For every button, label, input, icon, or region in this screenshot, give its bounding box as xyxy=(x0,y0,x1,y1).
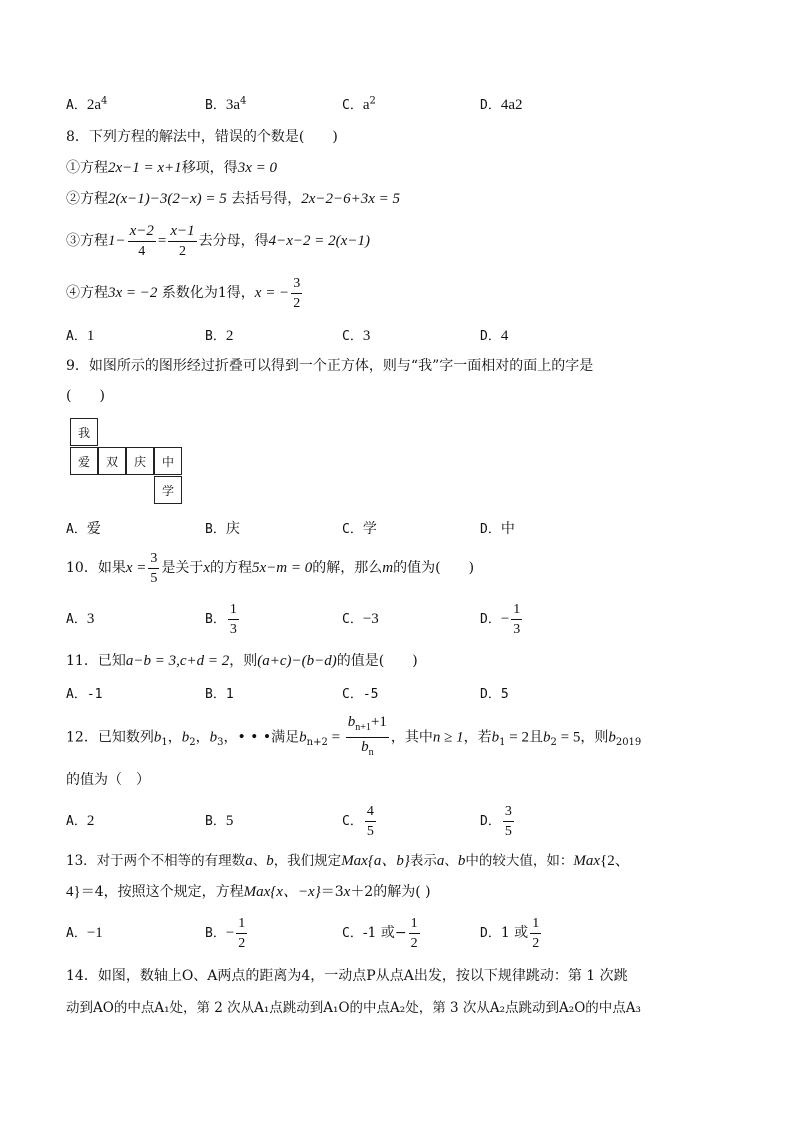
fraction: $\frac{3}{2}$ xyxy=(293,275,301,311)
q9-option-b: B．庆 xyxy=(205,521,240,537)
q8-stem: 8．下列方程的解法中，错误的个数是( ) xyxy=(66,129,338,145)
fraction: $\frac{1}{2}$ xyxy=(238,915,246,951)
q12-stem-line2: 的值为（ ） xyxy=(66,772,150,788)
fraction: $\frac{1}{3}$ xyxy=(229,601,237,637)
fraction: $\frac{x-1}{2}$ xyxy=(170,222,195,259)
net-cell-qing: 庆 xyxy=(126,447,154,475)
q10-options xyxy=(66,600,626,640)
q11-option-d: D．5 xyxy=(480,687,509,702)
q13-options xyxy=(66,914,626,954)
q13-stem-line1: 13．对于两个不相等的有理数a、b，我们规定Max{a、b}表示a、b中的较大值，如：Max{2、 xyxy=(66,853,630,869)
q11-option-b: B．1 xyxy=(205,687,234,702)
q12-option-a: A．2 xyxy=(66,813,95,829)
q13-option-b: B．− $\frac{1}{2}$ xyxy=(205,915,246,951)
q10-option-d: D．− $\frac{1}{3}$ xyxy=(480,601,521,637)
q10-option-a: A．3 xyxy=(66,611,95,627)
q14-stem-line2: 动到AO的中点A₁处，第 2 次从A₁点跳动到A₁O的中点A₂处，第 3 次从A₂点跳动到A₂O的中点A₃ xyxy=(66,1000,641,1016)
q12-option-d: D． $\frac{3}{5}$ xyxy=(480,803,512,839)
q8-option-a: A．1 xyxy=(66,328,95,344)
q11-option-a: A．-1 xyxy=(66,687,103,702)
q13-option-d: D．1 或 $\frac{1}{2}$ xyxy=(480,915,540,951)
q8-item-4: ④方程3x = −2 系数化为1得，x = − $\frac{3}{2}$ xyxy=(66,275,301,311)
fraction: $\frac{1}{2}$ xyxy=(532,915,540,951)
fraction: $\frac{3}{5}$ xyxy=(504,803,512,839)
q12-options xyxy=(66,802,626,842)
fraction: $\frac{1}{3}$ xyxy=(513,601,521,637)
q11-stem: 11．已知a−b = 3,c+d = 2，则(a+c)−(b−d)的值是( ) xyxy=(66,653,418,669)
q7-option-a: A．$2a^4$ xyxy=(66,95,108,113)
q12-stem: 12．已知数列$b_1$，$b_2$，$b_3$，• • •满足$b_{n+2}$ = $\frac{b_{n+1}+1}{b_n}$ ，其中n ≥ 1，若$b_1 = 2$且$b_2 = 5$，则$b_{2019}$ xyxy=(66,714,641,765)
fraction: $\frac{x-2}{4}$ xyxy=(129,222,154,259)
cube-net-figure xyxy=(70,418,190,508)
q8-item-2: ②方程2(x−1)−3(2−x) = 5 去括号得，2x−2−6+3x = 5 xyxy=(66,191,401,207)
q7-option-d: D．4a2 xyxy=(480,97,523,113)
q13-option-a: A．−1 xyxy=(66,925,103,941)
q8-item-1: ①方程2x−1 = x+1移项，得3x = 0 xyxy=(66,160,277,176)
q7-option-b: B．$3a^4$ xyxy=(205,95,247,113)
fraction: $\frac{3}{5}$ xyxy=(150,550,158,586)
net-cell-wo: 我 xyxy=(70,418,98,446)
q8-option-d: D．4 xyxy=(480,328,509,344)
q9-option-a: A．爱 xyxy=(66,521,101,537)
q13-option-c: C．-1 或− $\frac{1}{2}$ xyxy=(342,915,418,951)
q9-paren: ( ) xyxy=(66,388,105,404)
net-cell-zhong: 中 xyxy=(154,447,182,475)
q11-option-c: C．-5 xyxy=(342,687,379,702)
q8-option-c: C．3 xyxy=(342,328,371,344)
fraction: $\frac{4}{5}$ xyxy=(366,803,374,839)
q12-option-b: B．5 xyxy=(205,813,234,829)
q8-item-3: ③方程1− $\frac{x-2}{4}$ = $\frac{x-1}{2}$ 去分母，得4−x−2 = 2(x−1) xyxy=(66,222,370,259)
q8-option-b: B．2 xyxy=(205,328,234,344)
q12-option-c: C． $\frac{4}{5}$ xyxy=(342,803,374,839)
q9-stem: 9．如图所示的图形经过折叠可以得到一个正方体，则与“我”字一面相对的面上的字是 xyxy=(66,358,594,374)
q14-stem-line1: 14．如图，数轴上O、A两点的距离为4，一动点P从点A出发，按以下规律跳动：第 1 次跳 xyxy=(66,968,628,984)
net-cell-xue: 学 xyxy=(154,476,182,504)
fraction: $\frac{b_{n+1}+1}{b_n}$ xyxy=(347,714,387,758)
q7-option-c: C．$a^2$ xyxy=(342,95,376,113)
q13-stem-line2: 4}＝4，按照这个规定，方程Max{x、−x}＝3x＋2的解为( ) xyxy=(66,884,431,900)
q10-stem: 10．如果x = $\frac{3}{5}$ 是关于x的方程5x−m = 0的解，那么m的值为( ) xyxy=(66,550,475,586)
q10-option-b: B． $\frac{1}{3}$ xyxy=(205,601,237,637)
q9-option-c: C．学 xyxy=(342,521,377,537)
q9-option-d: D．中 xyxy=(480,521,515,537)
q10-option-c: C．−3 xyxy=(342,611,379,627)
fraction: $\frac{1}{2}$ xyxy=(410,915,418,951)
net-cell-ai: 爱 xyxy=(70,447,98,475)
net-cell-shuang: 双 xyxy=(98,447,126,475)
